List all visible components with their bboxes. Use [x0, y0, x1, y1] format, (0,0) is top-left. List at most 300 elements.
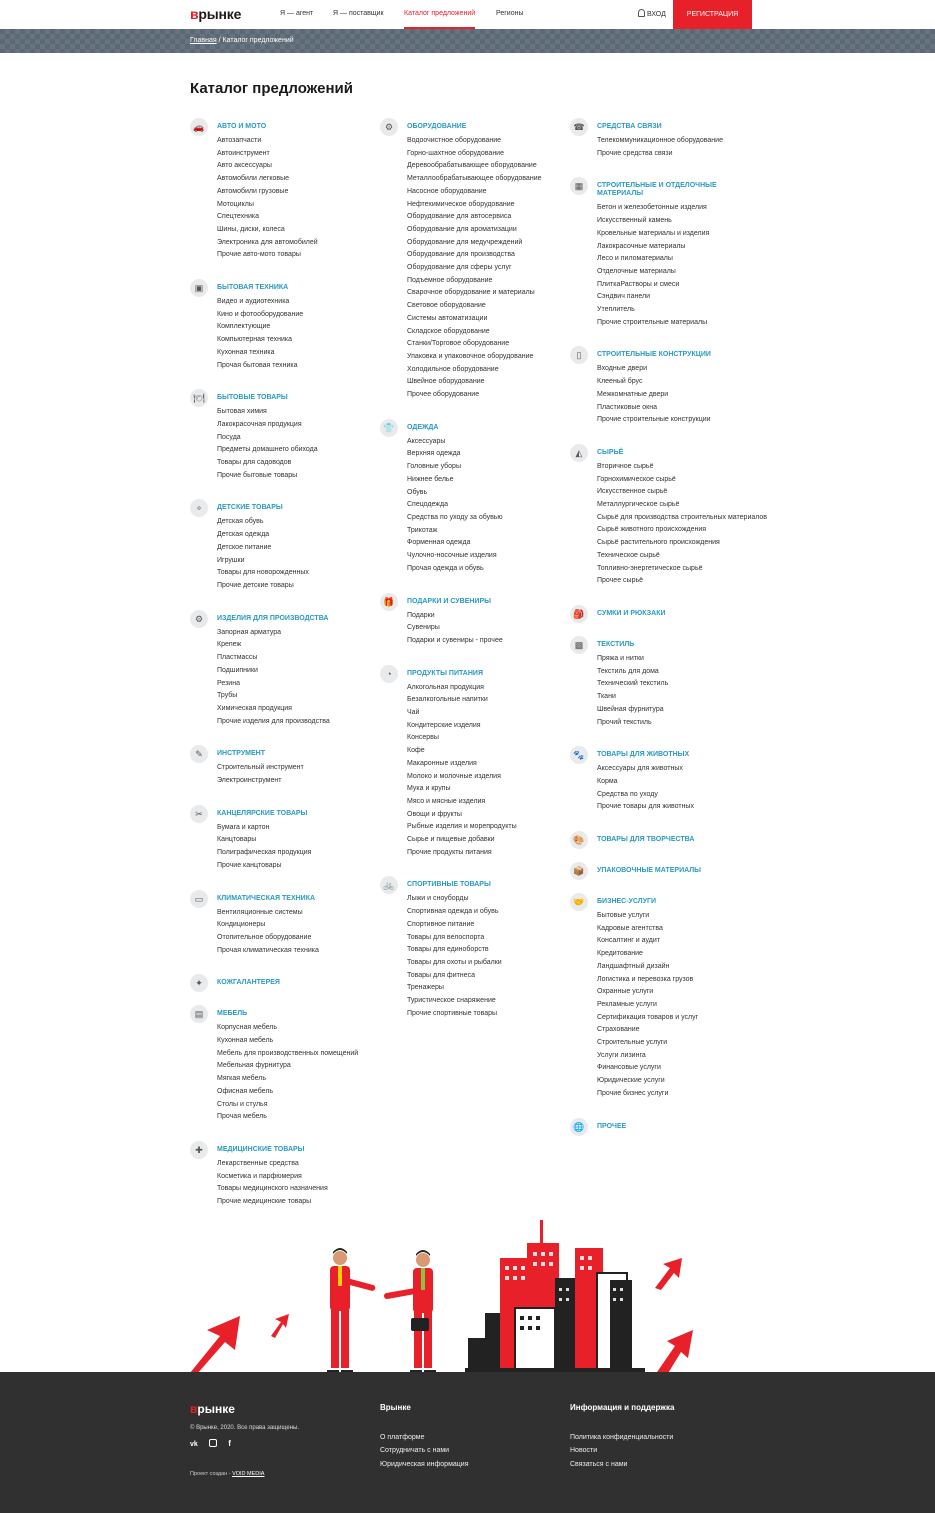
- site-logo[interactable]: врынке: [190, 6, 242, 22]
- footer-column-about: [380, 1403, 469, 1471]
- subcategory-link[interactable]: Мебельная фурнитура: [217, 1062, 291, 1070]
- subcategory-link[interactable]: Лакокрасочные материалы: [597, 242, 686, 250]
- category-title-link[interactable]: ТЕКСТИЛЬ: [597, 640, 635, 648]
- subcategory-link[interactable]: Топливно-энергетическое сырьё: [597, 564, 703, 572]
- subcategory-link[interactable]: Системы автоматизации: [407, 314, 488, 322]
- subcategory-link[interactable]: Аксессуары для животных: [597, 765, 683, 773]
- subcategory-link[interactable]: Сувениры: [407, 624, 440, 632]
- subcategory-link[interactable]: Кондиционеры: [217, 921, 266, 929]
- leather-icon: ✦: [190, 974, 208, 992]
- subcategory-link[interactable]: Отделочные материалы: [597, 267, 676, 275]
- site-footer: [0, 1372, 935, 1513]
- subcategory-link[interactable]: Электроинструмент: [217, 777, 282, 785]
- catalog-category: [380, 118, 570, 402]
- subcategory-link[interactable]: Товары для единоборств: [407, 946, 489, 954]
- tools-icon: ✎: [190, 745, 208, 763]
- subcategory-link[interactable]: Складское оборудование: [407, 327, 490, 335]
- appliance-icon: ▣: [190, 279, 208, 297]
- catalog-category: [570, 893, 760, 1101]
- subcategory-link[interactable]: Нефтехимическое оборудование: [407, 200, 515, 208]
- category-items: [407, 682, 570, 860]
- subcategory-link[interactable]: Игрушки: [217, 556, 245, 564]
- subcategory-link[interactable]: Кино и фотооборудование: [217, 310, 304, 318]
- subcategory-link[interactable]: Обувь: [407, 488, 428, 496]
- footer-link-contact[interactable]: Связаться с нами: [570, 1460, 628, 1468]
- subcategory-link[interactable]: Текстиль для дома: [597, 667, 659, 675]
- subcategory-link[interactable]: Резина: [217, 679, 240, 687]
- subcategory-link[interactable]: Сырье и пищевые добавки: [407, 836, 495, 844]
- category-title-link[interactable]: СТРОИТЕЛЬНЫЕ И ОТДЕЛОЧНЫЕ МАТЕРИАЛЫ: [597, 182, 717, 198]
- subcategory-link[interactable]: Полиграфическая продукция: [217, 849, 312, 857]
- subcategory-link[interactable]: Авто аксессуары: [217, 162, 272, 170]
- category-title-link[interactable]: БИЗНЕС-УСЛУГИ: [597, 898, 657, 906]
- catalog-category: [380, 593, 570, 648]
- subcategory-link[interactable]: Прочие авто-мото товары: [217, 251, 301, 259]
- subcategory-link[interactable]: Лесо и пиломатериалы: [597, 255, 673, 263]
- stationery-icon: ✂: [190, 805, 208, 823]
- footer-col1-title: Врынке: [380, 1403, 411, 1412]
- subcategory-link[interactable]: Строительные услуги: [597, 1039, 668, 1047]
- subcategory-link[interactable]: Оборудование для производства: [407, 251, 515, 259]
- subcategory-link[interactable]: Форменная одежда: [407, 539, 471, 547]
- subcategory-link[interactable]: Кухонная мебель: [217, 1037, 274, 1045]
- subcategory-link[interactable]: Прочий текстиль: [597, 718, 652, 726]
- subcategory-link[interactable]: Компьютерная техника: [217, 336, 292, 344]
- car-icon: 🚗: [190, 118, 208, 136]
- raw-materials-icon: ◭: [570, 444, 588, 462]
- subcategory-link[interactable]: Химическая продукция: [217, 704, 292, 712]
- subcategory-link[interactable]: Прочие изделия для производства: [217, 717, 330, 725]
- subcategory-link[interactable]: Трубы: [217, 692, 238, 700]
- subcategory-link[interactable]: Клееный брус: [597, 378, 643, 386]
- subcategory-link[interactable]: Детская обувь: [217, 518, 264, 526]
- subcategory-link[interactable]: Косметика и парфюмерия: [217, 1172, 302, 1180]
- subcategory-link[interactable]: Комплектующие: [217, 323, 271, 331]
- subcategory-link[interactable]: Крепеж: [217, 641, 242, 649]
- subcategory-link[interactable]: Молоко и молочные изделия: [407, 772, 501, 780]
- subcategory-link[interactable]: Охранные услуги: [597, 988, 654, 996]
- subcategory-link[interactable]: Холодильное оборудование: [407, 365, 499, 373]
- footer-link-news[interactable]: Новости: [570, 1447, 598, 1455]
- subcategory-link[interactable]: Видео и аудиотехника: [217, 298, 290, 306]
- category-title-link[interactable]: ПОДАРКИ И СУВЕНИРЫ: [407, 597, 491, 605]
- subcategory-link[interactable]: Корма: [597, 777, 618, 785]
- subcategory-link[interactable]: Чулочно-носочные изделия: [407, 552, 497, 560]
- catalog-category: [570, 862, 760, 875]
- subcategory-link[interactable]: Мебель для производственных помещений: [217, 1049, 359, 1057]
- catalog-category: [570, 746, 760, 814]
- subcategory-link[interactable]: Столы и стулья: [217, 1100, 268, 1108]
- category-title-link[interactable]: КОЖГАЛАНТЕРЕЯ: [217, 979, 280, 987]
- subcategory-link[interactable]: Вентиляционные системы: [217, 908, 303, 916]
- subcategory-link[interactable]: Средства по уходу за обувью: [407, 513, 503, 521]
- catalog-category: [190, 1141, 380, 1209]
- subcategory-link[interactable]: Прочие бытовые товары: [217, 471, 298, 479]
- subcategory-link[interactable]: Средства по уходу: [597, 790, 658, 798]
- subcategory-link[interactable]: Сырьё растительного происхождения: [597, 539, 720, 547]
- category-items: [217, 907, 380, 958]
- vk-icon[interactable]: vk: [190, 1441, 198, 1448]
- subcategory-link[interactable]: Спортивное питание: [407, 920, 475, 928]
- nav-catalog[interactable]: Каталог предложений: [404, 0, 475, 29]
- subcategory-link[interactable]: Сырьё животного происхождения: [597, 526, 707, 534]
- subcategory-link[interactable]: Деревообрабатывающее оборудование: [407, 162, 537, 170]
- subcategory-link[interactable]: Сырьё для производства строительных материалов: [597, 513, 768, 521]
- facebook-icon[interactable]: f: [228, 1439, 231, 1448]
- catalog-category: [190, 805, 380, 873]
- footer-column-support: [570, 1403, 674, 1471]
- subcategory-link[interactable]: Спецтехника: [217, 213, 259, 221]
- catalog-category: [380, 419, 570, 576]
- subcategory-link[interactable]: Головные уборы: [407, 463, 461, 471]
- subcategory-link[interactable]: Искусственное сырьё: [597, 488, 668, 496]
- subcategory-link[interactable]: Лекарственные средства: [217, 1159, 299, 1167]
- subcategory-link[interactable]: Товары для садоводов: [217, 459, 292, 467]
- category-title-link[interactable]: ИЗДЕЛИЯ ДЛЯ ПРОИЗВОДСТВА: [217, 614, 329, 622]
- catalog-category: [190, 279, 380, 372]
- category-items: [597, 763, 760, 814]
- subcategory-link[interactable]: Прочие продукты питания: [407, 848, 492, 856]
- subcategory-link[interactable]: Детская одежда: [217, 531, 270, 539]
- subcategory-link[interactable]: Товары для охоты и рыбалки: [407, 958, 502, 966]
- subcategory-link[interactable]: Нижнее белье: [407, 475, 454, 483]
- subcategory-link[interactable]: Оборудование для ароматизации: [407, 225, 517, 233]
- void-media-link[interactable]: VOID MEDIA: [232, 1471, 265, 1477]
- subcategory-link[interactable]: Автоинструмент: [217, 149, 270, 157]
- subcategory-link[interactable]: Прочие товары для животных: [597, 803, 694, 811]
- subcategory-link[interactable]: Мягкая мебель: [217, 1075, 266, 1083]
- subcategory-link[interactable]: Световое оборудование: [407, 302, 486, 310]
- stroller-icon: ⚬: [190, 499, 208, 517]
- category-title-link[interactable]: СПОРТИВНЫЕ ТОВАРЫ: [407, 881, 491, 889]
- catalog-category: [190, 610, 380, 729]
- subcategory-link[interactable]: Строительный инструмент: [217, 764, 304, 772]
- subcategory-link[interactable]: Бетон и железобетонные изделия: [597, 204, 707, 212]
- furniture-icon: ▤: [190, 1005, 208, 1023]
- globe-icon: 🌐: [570, 1118, 588, 1136]
- subcategory-link[interactable]: Лыжи и сноуборды: [407, 895, 469, 903]
- plate-icon: 🍽: [190, 389, 208, 407]
- parts-icon: ⚙: [190, 610, 208, 628]
- page-title: Каталог предложений: [190, 80, 353, 97]
- category-title-link[interactable]: СТРОИТЕЛЬНЫЕ КОНСТРУКЦИИ: [597, 351, 711, 359]
- category-title-link[interactable]: ОБОРУДОВАНИЕ: [407, 123, 467, 130]
- catalog-category: [190, 1005, 380, 1124]
- category-items: [597, 910, 760, 1101]
- category-items: [217, 1158, 380, 1209]
- subcategory-link[interactable]: Кондитерские изделия: [407, 721, 481, 729]
- subcategory-link[interactable]: Прочие средства связи: [597, 149, 673, 157]
- handshake-icon: 🤝: [570, 893, 588, 911]
- category-title-link[interactable]: БЫТОВЫЕ ТОВАРЫ: [217, 394, 288, 402]
- subcategory-link[interactable]: Тренажеры: [407, 984, 444, 992]
- subcategory-link[interactable]: Упаковка и упаковочное оборудование: [407, 352, 534, 360]
- subcategory-link[interactable]: Ландшафтный дизайн: [597, 962, 670, 970]
- subcategory-link[interactable]: Мотоциклы: [217, 200, 254, 208]
- category-title-link[interactable]: АВТО И МОТО: [217, 123, 267, 130]
- subcategory-link[interactable]: Шины, диски, колеса: [217, 225, 285, 233]
- subcategory-link[interactable]: Товары для новорожденных: [217, 569, 309, 577]
- subcategory-link[interactable]: Прочая бытовая техника: [217, 361, 298, 369]
- subcategory-link[interactable]: Станки/Торговое оборудование: [407, 340, 510, 348]
- breadcrumb-band: [0, 29, 935, 53]
- category-title-link[interactable]: ОДЕЖДА: [407, 423, 439, 431]
- subcategory-link[interactable]: Трикотаж: [407, 526, 438, 534]
- subcategory-link[interactable]: Подарки и сувениры - прочее: [407, 636, 503, 644]
- subcategory-link[interactable]: Макаронные изделия: [407, 759, 477, 767]
- subcategory-link[interactable]: Швейная фурнитура: [597, 705, 664, 713]
- subcategory-link[interactable]: Автомобили легковые: [217, 175, 290, 183]
- catalog-category: [190, 745, 380, 787]
- textile-icon: ▩: [570, 636, 588, 654]
- footer-social: [190, 1439, 240, 1448]
- subcategory-link[interactable]: Горно-шахтное оборудование: [407, 149, 504, 157]
- subcategory-link[interactable]: Оборудование для сферы услуг: [407, 264, 512, 272]
- category-items: [407, 135, 570, 402]
- subcategory-link[interactable]: Страхование: [597, 1026, 640, 1034]
- category-title-link[interactable]: СРЕДСТВА СВЯЗИ: [597, 123, 662, 130]
- subcategory-link[interactable]: Чай: [407, 709, 420, 717]
- breadcrumb-home[interactable]: Главная: [190, 37, 217, 44]
- clothes-icon: 👕: [380, 419, 398, 437]
- category-items: [217, 135, 380, 262]
- box-icon: 📦: [570, 862, 588, 880]
- subcategory-link[interactable]: Детское питание: [217, 543, 272, 551]
- subcategory-link[interactable]: Верхняя одежда: [407, 450, 461, 458]
- subcategory-link[interactable]: Прочие бизнес услуги: [597, 1089, 669, 1097]
- subcategory-link[interactable]: Прочие спортивные товары: [407, 1009, 498, 1017]
- breadcrumb-current: Каталог предложений: [222, 37, 294, 44]
- subcategory-link[interactable]: Сертификация товаров и услуг: [597, 1013, 699, 1021]
- subcategory-link[interactable]: Автозапчасти: [217, 137, 262, 144]
- subcategory-link[interactable]: Прочие медицинские товары: [217, 1198, 312, 1206]
- subcategory-link[interactable]: Товары для велоспорта: [407, 933, 485, 941]
- subcategory-link[interactable]: ПлиткаРастворы и смеси: [597, 280, 680, 288]
- subcategory-link[interactable]: Прочие строительные конструкции: [597, 416, 711, 424]
- catalog-category: [570, 636, 760, 729]
- subcategory-link[interactable]: Запорная арматура: [217, 628, 282, 636]
- subcategory-link[interactable]: Телекоммуникационное оборудование: [597, 137, 723, 144]
- category-items: [407, 610, 570, 648]
- subcategory-link[interactable]: Посуда: [217, 433, 241, 441]
- subcategory-link[interactable]: Искусственный камень: [597, 217, 672, 225]
- subcategory-link[interactable]: Межкомнатные двери: [597, 390, 669, 398]
- pills-icon: ✚: [190, 1141, 208, 1159]
- catalog-category: [570, 118, 760, 160]
- subcategory-link[interactable]: Мука и крупы: [407, 785, 451, 793]
- category-title-link[interactable]: КАНЦЕЛЯРСКИЕ ТОВАРЫ: [217, 809, 308, 817]
- login-button[interactable]: ВХОД: [638, 0, 666, 29]
- subcategory-link[interactable]: Оборудование для медучреждений: [407, 238, 523, 246]
- catalog-category: [190, 890, 380, 958]
- subcategory-link[interactable]: Кредитование: [597, 950, 643, 958]
- footer-link-privacy[interactable]: Политика конфиденциальности: [570, 1434, 674, 1441]
- category-items: [597, 363, 760, 427]
- pet-icon: 🐾: [570, 746, 588, 764]
- category-items: [597, 202, 760, 329]
- subcategory-link[interactable]: Спецодежда: [407, 501, 448, 509]
- category-title-link[interactable]: МЕДИЦИНСКИЕ ТОВАРЫ: [217, 1145, 305, 1153]
- catalog-column-2: [380, 118, 570, 1037]
- subcategory-link[interactable]: Финансовые услуги: [597, 1064, 661, 1072]
- category-title-link[interactable]: СУМКИ И РЮКЗАКИ: [597, 609, 666, 617]
- category-title-link[interactable]: ТОВАРЫ ДЛЯ ЖИВОТНЫХ: [597, 751, 690, 759]
- subcategory-link[interactable]: Овощи и фрукты: [407, 810, 462, 818]
- breadcrumb: Главная / Каталог предложений: [190, 37, 294, 44]
- subcategory-link[interactable]: Офисная мебель: [217, 1087, 274, 1095]
- instagram-icon[interactable]: [209, 1439, 217, 1447]
- subcategory-link[interactable]: Горнохимическое сырьё: [597, 475, 676, 483]
- subcategory-link[interactable]: Прочие строительные материалы: [597, 318, 708, 326]
- category-title-link[interactable]: СЫРЬЁ: [597, 448, 624, 456]
- food-icon: ◔: [380, 665, 398, 683]
- air-conditioner-icon: ▭: [190, 890, 208, 908]
- category-items: [217, 822, 380, 873]
- subcategory-link[interactable]: Рекламные услуги: [597, 1000, 657, 1008]
- subcategory-link[interactable]: Прочее оборудование: [407, 391, 480, 399]
- subcategory-link[interactable]: Сэндвич панели: [597, 293, 651, 301]
- subcategory-link[interactable]: Подшипники: [217, 666, 258, 674]
- subcategory-link[interactable]: Алкогольная продукция: [407, 683, 484, 691]
- subcategory-link[interactable]: Бытовая химия: [217, 408, 267, 416]
- catalog-column-3: [570, 118, 768, 1149]
- category-items: [217, 627, 380, 729]
- subcategory-link[interactable]: Прочие детские товары: [217, 581, 294, 589]
- subcategory-link[interactable]: Насосное оборудование: [407, 187, 487, 195]
- subcategory-link[interactable]: Вторичное сырьё: [597, 462, 654, 470]
- category-title-link[interactable]: ПРОЧЕЕ: [597, 1122, 627, 1130]
- subcategory-link[interactable]: Прочая климатическая техника: [217, 946, 319, 954]
- footer-col2-title: Информация и поддержка: [570, 1403, 675, 1412]
- footer-copyright: © Врынке, 2020. Все права защищены.: [190, 1425, 300, 1431]
- category-title-link[interactable]: БЫТОВАЯ ТЕХНИКА: [217, 284, 289, 292]
- category-items: [597, 461, 768, 588]
- catalog-category: [190, 499, 380, 592]
- footer-link-legal[interactable]: Юридическая информация: [380, 1460, 469, 1468]
- nav-agent[interactable]: Я — агент: [280, 10, 314, 17]
- footer-made-by: Проект создан - VOID MEDIA: [190, 1471, 265, 1477]
- catalog-category: [190, 118, 380, 262]
- subcategory-link[interactable]: Туристическое снаряжение: [407, 997, 496, 1005]
- category-title-link[interactable]: ПРОДУКТЫ ПИТАНИЯ: [407, 669, 483, 677]
- phone-icon: ☎: [570, 118, 588, 136]
- catalog-category: [570, 831, 760, 844]
- palette-icon: 🎨: [570, 831, 588, 849]
- footer-link-partner[interactable]: Сотрудничать с нами: [380, 1447, 450, 1455]
- category-items: [217, 296, 380, 372]
- register-button[interactable]: РЕГИСТРАЦИЯ: [673, 0, 752, 29]
- subcategory-link[interactable]: Канцтовары: [217, 836, 257, 844]
- subcategory-link[interactable]: Юридические услуги: [597, 1077, 665, 1085]
- subcategory-link[interactable]: Бытовые услуги: [597, 912, 650, 920]
- subcategory-link[interactable]: Бумага и картон: [217, 823, 270, 831]
- bricks-icon: ▦: [570, 177, 588, 195]
- category-title-link[interactable]: УПАКОВОЧНЫЕ МАТЕРИАЛЫ: [597, 867, 702, 875]
- category-title-link[interactable]: ТОВАРЫ ДЛЯ ТВОРЧЕСТВА: [597, 836, 695, 844]
- subcategory-link[interactable]: Входные двери: [597, 365, 647, 373]
- subcategory-link[interactable]: Консалтинг и аудит: [597, 937, 660, 945]
- subcategory-link[interactable]: Оборудование для автосервиса: [407, 213, 512, 221]
- subcategory-link[interactable]: Пластиковые окна: [597, 403, 657, 411]
- subcategory-link[interactable]: Пластмассы: [217, 654, 258, 662]
- subcategory-link[interactable]: Водоочистное оборудование: [407, 137, 502, 144]
- subcategory-link[interactable]: Технический текстиль: [597, 680, 669, 688]
- category-title-link[interactable]: КЛИМАТИЧЕСКАЯ ТЕХНИКА: [217, 894, 316, 902]
- subcategory-link[interactable]: Электроника для автомобилей: [217, 238, 318, 246]
- nav-supplier[interactable]: Я — поставщик: [333, 10, 384, 17]
- catalog-category: [570, 1118, 760, 1131]
- subcategory-link[interactable]: Подарки: [407, 611, 435, 619]
- category-items: [597, 135, 760, 160]
- subcategory-link[interactable]: Отопительное оборудование: [217, 933, 312, 941]
- subcategory-link[interactable]: Утеплитель: [597, 306, 635, 314]
- category-items: [597, 653, 760, 729]
- subcategory-link[interactable]: Прочее сырьё: [597, 577, 644, 585]
- subcategory-link[interactable]: Кадровые агентства: [597, 924, 663, 932]
- subcategory-link[interactable]: Ткани: [597, 693, 616, 701]
- subcategory-link[interactable]: Техническое сырьё: [597, 551, 660, 559]
- category-items: [217, 516, 380, 592]
- category-items: [217, 762, 380, 787]
- subcategory-link[interactable]: Мясо и мясные изделия: [407, 797, 486, 805]
- catalog-category: [380, 876, 570, 1020]
- subcategory-link[interactable]: Швейное оборудование: [407, 378, 485, 386]
- nav-regions[interactable]: Регионы: [496, 10, 524, 17]
- gift-icon: 🎁: [380, 593, 398, 611]
- subcategory-link[interactable]: Прочая мебель: [217, 1113, 267, 1121]
- subcategory-link[interactable]: Аксессуары: [407, 437, 446, 445]
- subcategory-link[interactable]: Консервы: [407, 734, 439, 742]
- subcategory-link[interactable]: Товары для фитнеса: [407, 971, 475, 979]
- subcategory-link[interactable]: Пряжа и нитки: [597, 654, 644, 662]
- subcategory-link[interactable]: Безалкогольные напитки: [407, 696, 488, 704]
- subcategory-link[interactable]: Сварочное оборудование и материалы: [407, 289, 535, 297]
- subcategory-link[interactable]: Кухонная техника: [217, 348, 275, 356]
- subcategory-link[interactable]: Корпусная мебель: [217, 1024, 278, 1032]
- subcategory-link[interactable]: Кофе: [407, 747, 425, 755]
- category-items: [217, 1022, 380, 1124]
- category-title-link[interactable]: ДЕТСКИЕ ТОВАРЫ: [217, 504, 283, 512]
- footer-logo[interactable]: врынке: [190, 1402, 235, 1416]
- subcategory-link[interactable]: Лакокрасочная продукция: [217, 420, 302, 428]
- catalog-category: [570, 605, 760, 618]
- top-header: [0, 0, 935, 29]
- category-items: [217, 406, 380, 482]
- subcategory-link[interactable]: Товары медицинского назначения: [217, 1185, 328, 1193]
- subcategory-link[interactable]: Спортивная одежда и обувь: [407, 908, 499, 916]
- category-title-link[interactable]: МЕБЕЛЬ: [217, 1010, 248, 1018]
- subcategory-link[interactable]: Рыбные изделия и морепродукты: [407, 823, 517, 831]
- subcategory-link[interactable]: Услуги лизинга: [597, 1051, 646, 1059]
- catalog-column-1: [190, 118, 380, 1226]
- subcategory-link[interactable]: Прочая одежда и обувь: [407, 564, 484, 572]
- footer-link-about[interactable]: О платформе: [380, 1434, 425, 1441]
- category-title-link[interactable]: ИНСТРУМЕНТ: [217, 750, 266, 758]
- catalog-category: [570, 444, 768, 588]
- subcategory-link[interactable]: Предметы домашнего обихода: [217, 446, 318, 454]
- handshake-city-illustration: [185, 1218, 700, 1375]
- subcategory-link[interactable]: Прочие канцтовары: [217, 861, 282, 869]
- catalog-category: [380, 665, 570, 860]
- subcategory-link[interactable]: Кровельные материалы и изделия: [597, 229, 710, 237]
- backpack-icon: 🎒: [570, 605, 588, 623]
- subcategory-link[interactable]: Металлообрабатывающее оборудование: [407, 175, 542, 183]
- subcategory-link[interactable]: Логистика и перевозка грузов: [597, 975, 694, 983]
- catalog-category: [190, 974, 380, 987]
- subcategory-link[interactable]: Подъемное оборудование: [407, 276, 493, 284]
- subcategory-link[interactable]: Автомобили грузовые: [217, 187, 289, 195]
- subcategory-link[interactable]: Металлургическое сырьё: [597, 501, 680, 509]
